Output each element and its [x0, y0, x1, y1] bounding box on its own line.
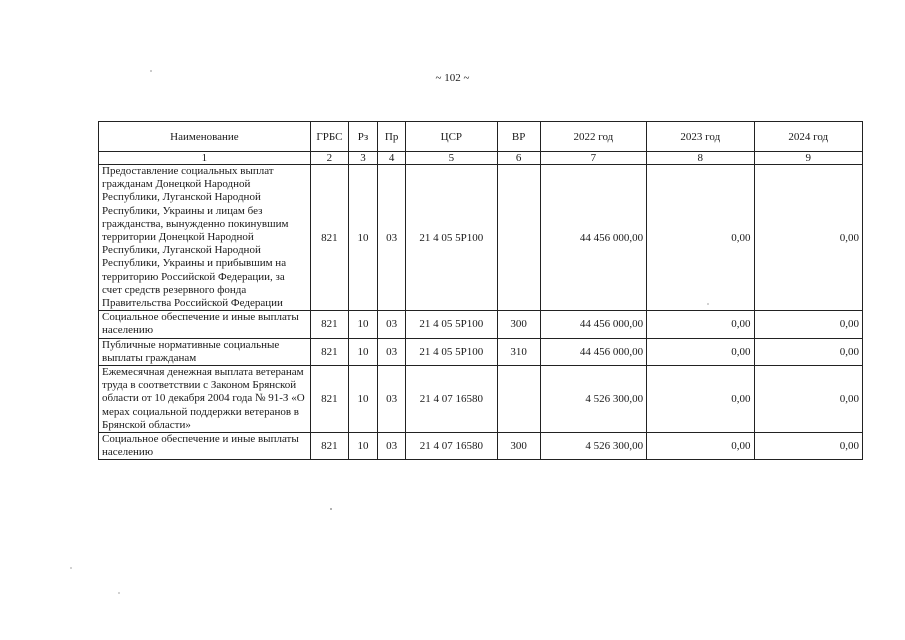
scan-speck [70, 567, 72, 569]
row-vr: 300 [497, 311, 540, 338]
row-pr: 03 [378, 165, 406, 311]
row-vr: 300 [497, 433, 540, 460]
row-name: Социальное обеспечение и иные выплаты населению [99, 311, 311, 338]
header-vr: ВР [497, 122, 540, 152]
row-2022: 44 456 000,00 [540, 338, 646, 365]
scan-speck [330, 508, 332, 510]
header-rz: Рз [348, 122, 377, 152]
column-number: 5 [406, 152, 497, 165]
row-2023: 0,00 [647, 433, 754, 460]
row-grbs: 821 [310, 366, 348, 433]
row-2022: 4 526 300,00 [540, 433, 646, 460]
row-2024: 0,00 [754, 311, 863, 338]
table-row [99, 311, 863, 338]
row-vr [497, 165, 540, 311]
row-2022: 44 456 000,00 [540, 311, 646, 338]
row-2022: 4 526 300,00 [540, 366, 646, 433]
row-rz: 10 [348, 311, 377, 338]
header-pr: Пр [378, 122, 406, 152]
row-pr: 03 [378, 366, 406, 433]
column-number: 2 [310, 152, 348, 165]
row-pr: 03 [378, 433, 406, 460]
row-2022: 44 456 000,00 [540, 165, 646, 311]
table-row [99, 165, 863, 311]
row-grbs: 821 [310, 311, 348, 338]
row-csr: 21 4 05 5Р100 [406, 311, 497, 338]
scan-speck [118, 592, 120, 594]
row-name: Предоставление социальных выплат гражданам Донецкой Народной Республики, Луганской Народной Республики, Украины и лицам без гражданства, вынужденно покинувшим территории Донецкой Народной Республики, Луганской Народной Республики, Украины и прибывшим на территорию Российской Федерации, за счет средств резервного фонда Правительства Российской Федерации [99, 165, 311, 311]
row-csr: 21 4 05 5Р100 [406, 338, 497, 365]
table-row [99, 338, 863, 365]
budget-table [98, 121, 863, 460]
column-number: 3 [348, 152, 377, 165]
header-name: Наименование [99, 122, 311, 152]
row-csr: 21 4 07 16580 [406, 433, 497, 460]
row-vr: 310 [497, 338, 540, 365]
row-pr: 03 [378, 338, 406, 365]
row-2024: 0,00 [754, 433, 863, 460]
column-number: 7 [540, 152, 646, 165]
scan-speck [707, 303, 709, 305]
header-row [99, 122, 863, 152]
row-rz: 10 [348, 366, 377, 433]
row-name: Ежемесячная денежная выплата ветеранам труда в соответствии с Законом Брянской области от 10 декабря 2004 года № 91-З «О мерах социальной поддержки ветеранов в Брянской области» [99, 366, 311, 433]
row-name: Социальное обеспечение и иные выплаты населению [99, 433, 311, 460]
row-rz: 10 [348, 433, 377, 460]
row-2024: 0,00 [754, 165, 863, 311]
page-number: ~ 102 ~ [435, 72, 470, 84]
row-2023: 0,00 [647, 366, 754, 433]
row-pr: 03 [378, 311, 406, 338]
column-number: 4 [378, 152, 406, 165]
table-row [99, 433, 863, 460]
row-name: Публичные нормативные социальные выплаты гражданам [99, 338, 311, 365]
row-csr: 21 4 07 16580 [406, 366, 497, 433]
column-number: 8 [647, 152, 754, 165]
row-csr: 21 4 05 5Р100 [406, 165, 497, 311]
row-rz: 10 [348, 338, 377, 365]
header-2023: 2023 год [647, 122, 754, 152]
row-grbs: 821 [310, 433, 348, 460]
row-2023: 0,00 [647, 311, 754, 338]
row-grbs: 821 [310, 338, 348, 365]
column-number: 1 [99, 152, 311, 165]
row-rz: 10 [348, 165, 377, 311]
header-2022: 2022 год [540, 122, 646, 152]
row-2023: 0,00 [647, 165, 754, 311]
table-row [99, 366, 863, 433]
header-csr: ЦСР [406, 122, 497, 152]
header-2024: 2024 год [754, 122, 863, 152]
row-2023: 0,00 [647, 338, 754, 365]
row-2024: 0,00 [754, 366, 863, 433]
column-number: 9 [754, 152, 863, 165]
column-number: 6 [497, 152, 540, 165]
scan-speck [150, 70, 152, 72]
header-grbs: ГРБС [310, 122, 348, 152]
row-vr [497, 366, 540, 433]
row-grbs: 821 [310, 165, 348, 311]
row-2024: 0,00 [754, 338, 863, 365]
column-number-row [99, 152, 863, 165]
